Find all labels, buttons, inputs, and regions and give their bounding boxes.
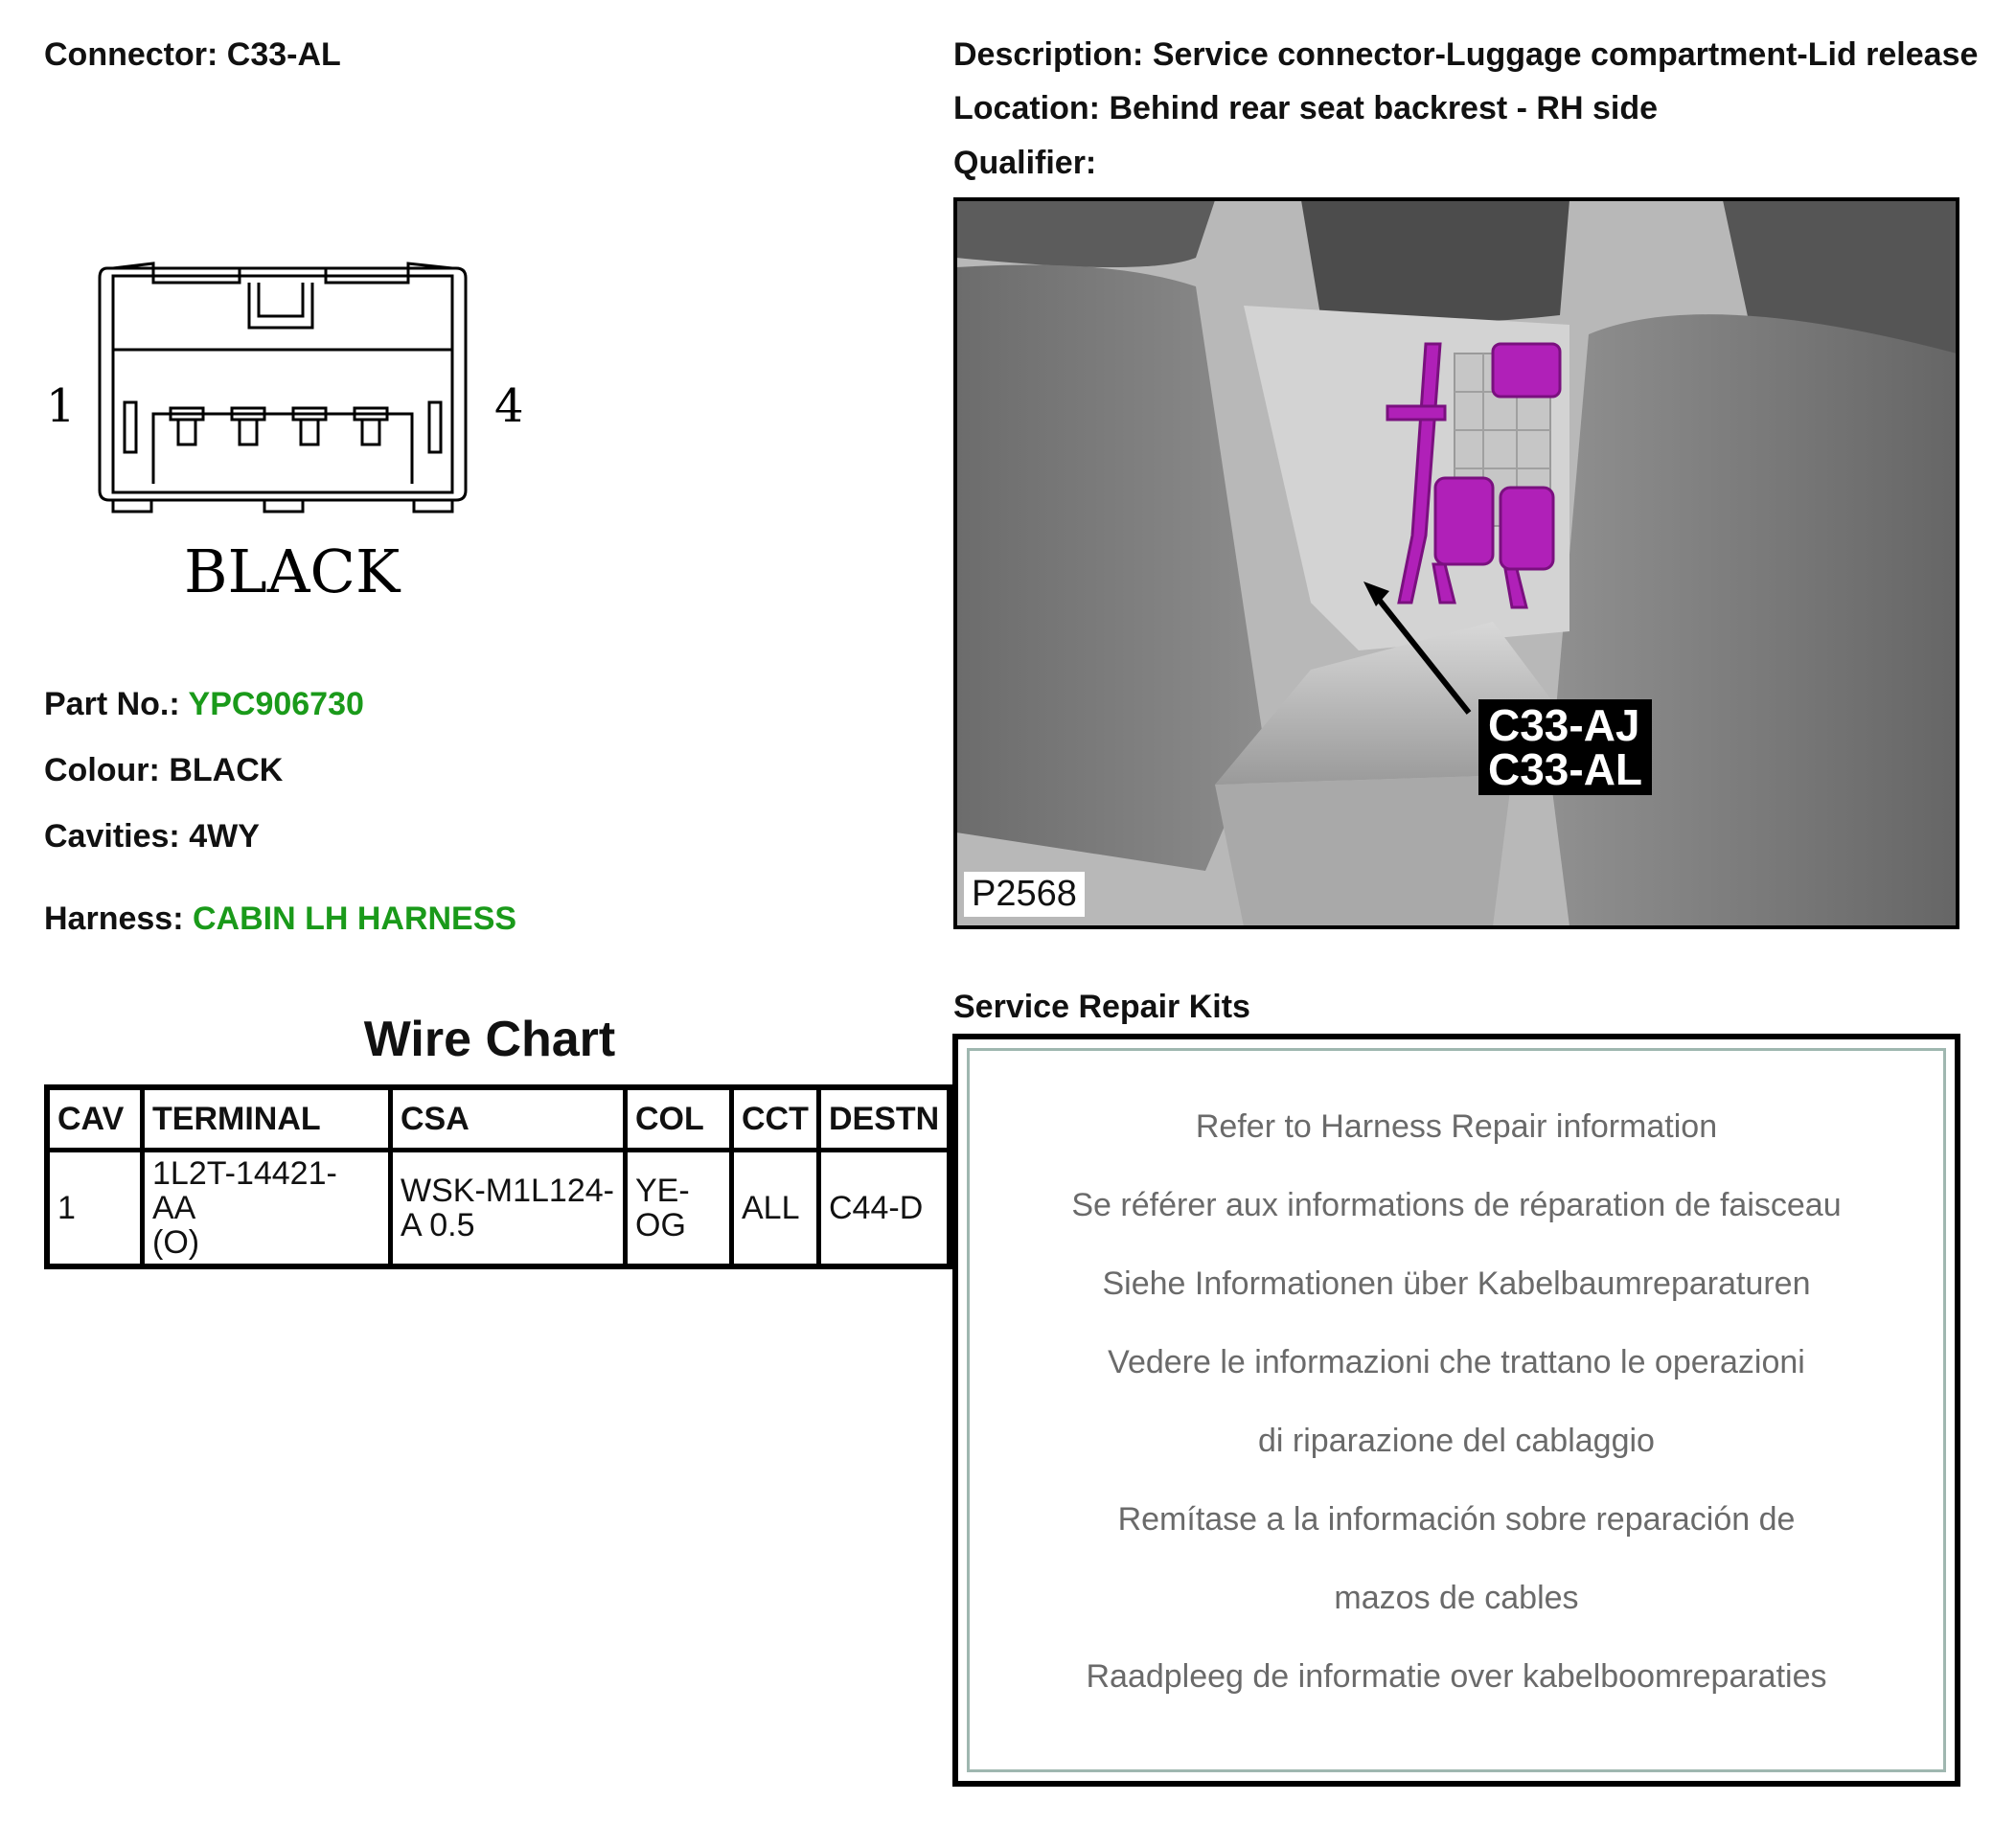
connector-label: Connector: [44,36,218,73]
colour-line [44,752,283,789]
col-cct: CCT [732,1087,819,1151]
description-label: Description: [953,36,1144,73]
photo-callout [1478,699,1652,795]
srk-line-fr: Se référer aux informations de réparation de faisceau [1071,1187,1842,1223]
harness-line [44,901,516,938]
qualifier-line [953,145,1096,182]
part-no-line [44,686,364,723]
cell-terminal-line-1: 1L2T-14421-AA [152,1155,337,1226]
cell-destn: C44-D [819,1151,951,1267]
connector-heading [44,36,341,74]
srk-line-it-1: Vedere le informazioni che trattano le operazioni [1108,1344,1805,1380]
service-repair-kits-title: Service Repair Kits [953,989,1250,1025]
table-row [47,1151,950,1267]
srk-line-en: Refer to Harness Repair information [1195,1108,1718,1145]
colour-value: BLACK [169,752,284,788]
col-cav: CAV [47,1087,143,1151]
connector-value: C33-AL [226,36,341,73]
location-line [953,90,1658,127]
cell-csa-line-1: WSK-M1L124- [401,1173,614,1209]
cell-col-line-1: YE- [635,1173,690,1209]
location-value: Behind rear seat backrest - RH side [1109,90,1658,126]
photo-code: P2568 [964,872,1085,917]
colour-caption: BLACK [184,536,401,606]
cavities-line [44,818,260,855]
cell-terminal [143,1151,391,1267]
srk-line-it-2: di riparazione del cablaggio [1258,1423,1655,1459]
part-no-link[interactable]: YPC906730 [188,686,364,722]
service-repair-kits-panel [952,1034,1960,1787]
cell-terminal-line-2: (O) [152,1224,200,1261]
callout-c33-al: C33-AL [1488,744,1643,794]
cavities-value: 4WY [189,818,260,855]
callout-c33-aj: C33-AJ [1488,700,1640,750]
pin-label-1: 1 [46,379,76,433]
service-repair-kits-inner [967,1048,1946,1772]
cell-csa [391,1151,626,1267]
harness-link[interactable]: CABIN LH HARNESS [192,901,517,937]
wire-chart-table [44,1084,952,1269]
cell-cav: 1 [47,1151,143,1267]
qualifier-label: Qualifier: [953,145,1097,181]
harness-label: Harness: [44,901,184,937]
wire-chart-header-row [47,1087,950,1151]
cell-csa-line-2: A 0.5 [401,1207,475,1243]
wire-chart-title: Wire Chart [363,1012,616,1067]
description-value: Service connector-Luggage compartment-Lid release [1152,36,1979,73]
col-destn: DESTN [819,1087,951,1151]
colour-label: Colour: [44,752,160,788]
col-terminal: TERMINAL [143,1087,391,1151]
connector-face-diagram [29,220,565,623]
cell-cct: ALL [732,1151,819,1267]
location-photo [953,197,1959,929]
location-illustration [956,200,1957,926]
location-label: Location: [953,90,1100,126]
srk-line-de: Siehe Informationen über Kabelbaumreparaturen [1102,1265,1811,1302]
cell-col [626,1151,732,1267]
description-line [953,36,1978,74]
pin-label-4: 4 [494,379,524,433]
srk-line-nl: Raadpleeg de informatie over kabelboomreparaties [1086,1658,1827,1695]
col-csa: CSA [391,1087,626,1151]
col-col: COL [626,1087,732,1151]
part-no-label: Part No.: [44,686,180,722]
cavities-label: Cavities: [44,818,180,855]
srk-line-es-2: mazos de cables [1334,1580,1579,1616]
cell-col-line-2: OG [635,1207,686,1243]
srk-line-es-1: Remítase a la información sobre reparación de [1117,1501,1796,1538]
